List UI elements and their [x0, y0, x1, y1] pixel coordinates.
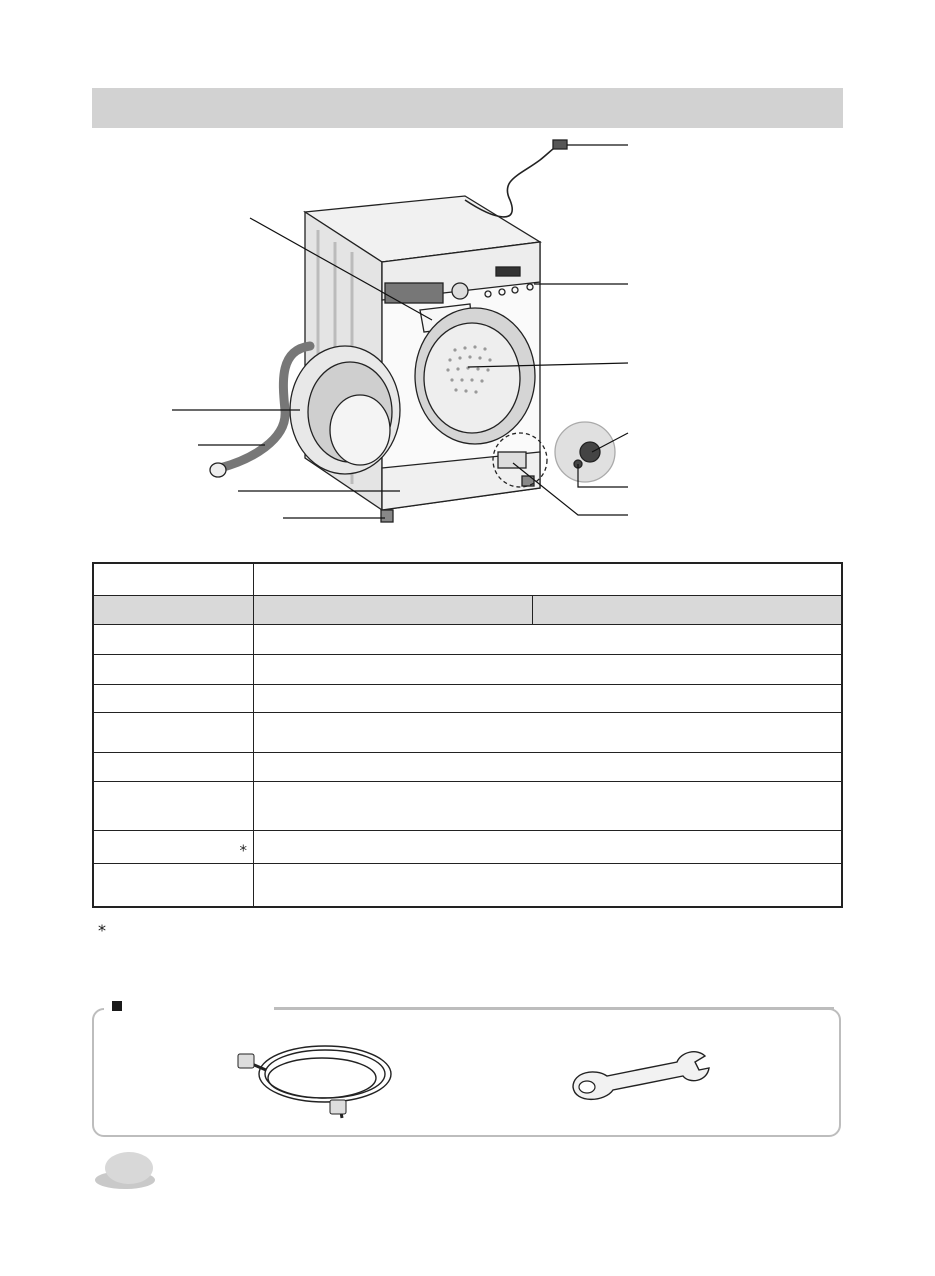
- row-label: [93, 684, 254, 712]
- bullet-square-icon: [112, 1001, 122, 1011]
- washing-machine-figure: [0, 130, 935, 550]
- row-value: [254, 595, 533, 624]
- row-label: [93, 563, 254, 595]
- row-label: [93, 781, 254, 830]
- row-label: [93, 654, 254, 684]
- table-row: [93, 830, 842, 863]
- inlet-hose-icon: [230, 1030, 400, 1125]
- row-label: [93, 595, 254, 624]
- asterisk-marker: ⁎: [239, 838, 247, 855]
- row-value: [254, 684, 843, 712]
- table-row: [93, 595, 842, 624]
- row-value: [254, 712, 843, 752]
- divider: [274, 1007, 834, 1009]
- accessories-panel: [92, 1008, 841, 1137]
- row-label: [93, 830, 254, 863]
- row-value: [254, 624, 843, 654]
- row-value: [254, 654, 843, 684]
- footnote: [98, 916, 106, 936]
- row-value: [254, 863, 843, 907]
- row-label: [93, 624, 254, 654]
- section-header-bar: [92, 88, 843, 128]
- table-row: [93, 781, 842, 830]
- row-label: [93, 712, 254, 752]
- row-value: [254, 752, 843, 781]
- table-row: [93, 654, 842, 684]
- row-value-2: [533, 595, 843, 624]
- footnote-marker: ⁎: [98, 918, 106, 935]
- row-label: [93, 863, 254, 907]
- row-label: [93, 752, 254, 781]
- table-row: [93, 752, 842, 781]
- accessories-heading: [104, 996, 274, 1016]
- table-row: [93, 563, 842, 595]
- row-value: [254, 781, 843, 830]
- table-row: [93, 624, 842, 654]
- row-value: [254, 563, 843, 595]
- page-number-badge: [91, 1150, 155, 1190]
- spanner-icon: [565, 1042, 715, 1112]
- table-row: [93, 684, 842, 712]
- table-row: [93, 863, 842, 907]
- row-value: [254, 830, 843, 863]
- filter-cover: [498, 452, 526, 468]
- specification-table: [92, 562, 843, 908]
- table-row: [93, 712, 842, 752]
